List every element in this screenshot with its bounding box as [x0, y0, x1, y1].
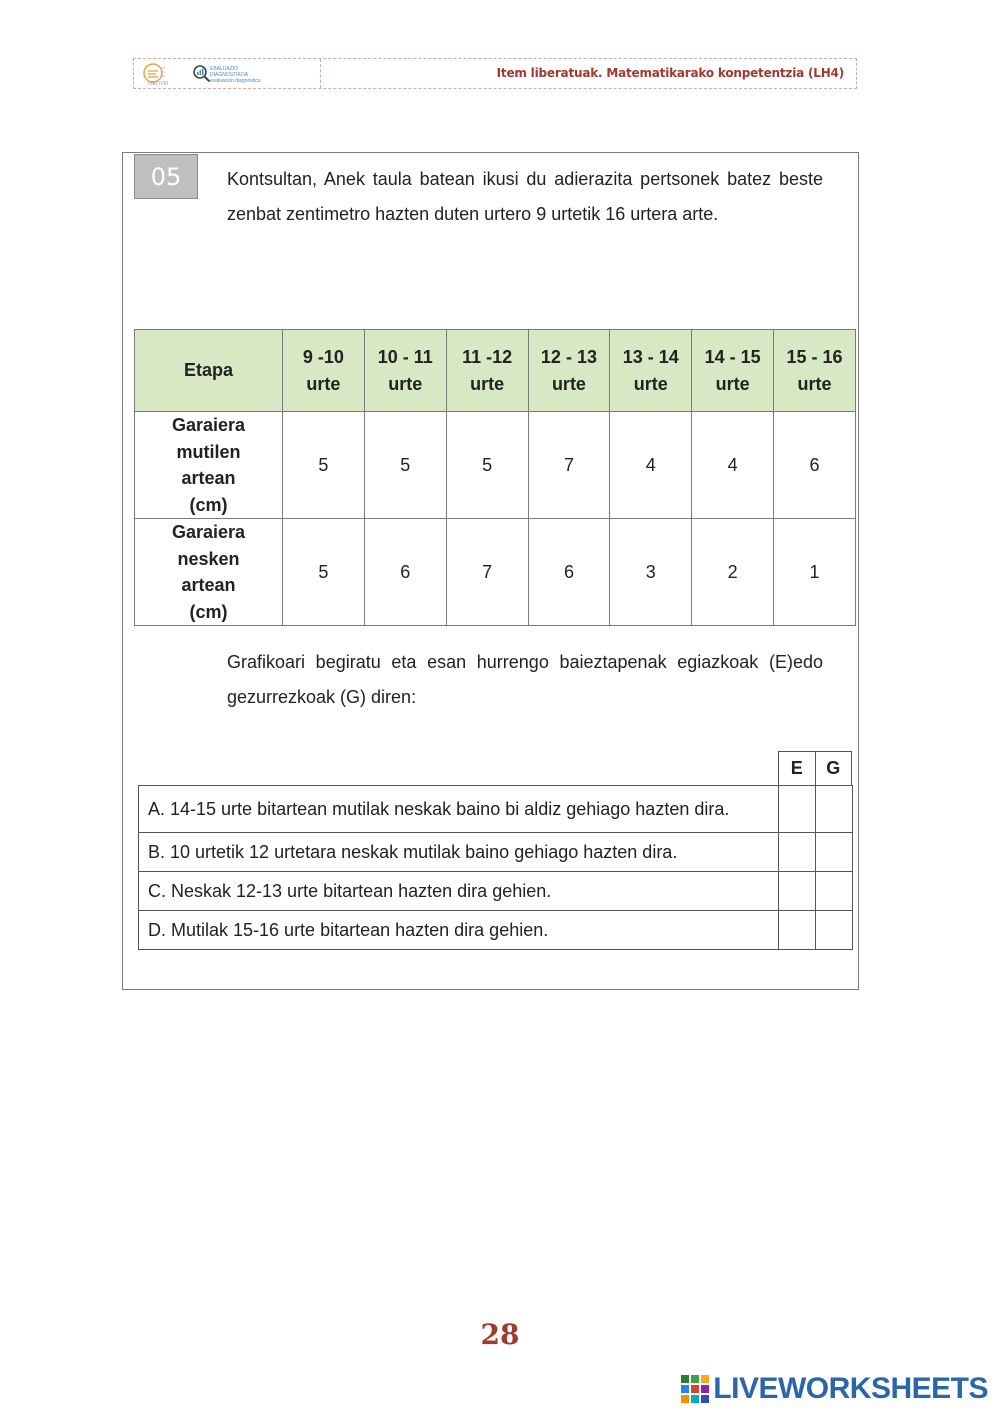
answer-columns-header — [778, 751, 852, 786]
row-label-line: (cm) — [189, 494, 228, 515]
table-row-boys — [135, 412, 856, 519]
value-cell: 5 — [283, 519, 365, 626]
row-label-girls — [135, 519, 283, 626]
stage-unit: urte — [306, 373, 341, 394]
answer-cell-e[interactable] — [779, 872, 816, 911]
statement-text: B. 10 urtetik 12 urtetara neskak mutilak baino gehiago hazten dira. — [139, 833, 779, 872]
row-label-line: Garaiera — [171, 415, 246, 435]
logo2-text: EBALUAZIO DIAGNOSTIKOA evaluación diagnóstica — [210, 66, 261, 84]
liveworksheets-logo-icon — [681, 1375, 709, 1403]
table-header-row — [135, 330, 856, 412]
magnifier-logo-icon — [192, 64, 212, 84]
page-number: 28 — [480, 1318, 520, 1351]
row-label-line: mutilen — [176, 441, 241, 462]
value-cell: 6 — [364, 519, 446, 626]
stage-range: 14 - 15 — [704, 346, 761, 367]
header-cell-stage — [692, 330, 774, 412]
stage-unit: urte — [633, 373, 668, 394]
table-row-girls — [135, 519, 856, 626]
stage-unit: urte — [715, 373, 750, 394]
statement-text: C. Neskak 12-13 urte bitartean hazten dira gehien. — [139, 872, 779, 911]
value-cell: 6 — [774, 412, 856, 519]
question-number: 05 — [134, 154, 198, 199]
value-cell: 6 — [528, 519, 610, 626]
row-label-boys — [135, 412, 283, 519]
answer-cell-g[interactable] — [816, 833, 853, 872]
row-label-line: nesken — [177, 548, 240, 569]
stage-unit: urte — [797, 373, 832, 394]
row-label-line: artean — [181, 575, 236, 595]
answer-cell-g[interactable] — [816, 786, 853, 833]
stage-unit: urte — [388, 373, 423, 394]
logo-block — [681, 1385, 689, 1393]
logo-block — [681, 1375, 689, 1383]
value-cell: 7 — [446, 519, 528, 626]
statements-table — [138, 785, 853, 950]
header-cell-stage — [610, 330, 692, 412]
value-cell: 4 — [610, 412, 692, 519]
header-cell-stage — [528, 330, 610, 412]
statement-text: D. Mutilak 15-16 urte bitartean hazten dira gehien. — [139, 911, 779, 950]
header-cell-stage — [446, 330, 528, 412]
column-e-label: E — [779, 752, 816, 786]
statement-row — [139, 911, 853, 950]
header-cell-stage — [283, 330, 365, 412]
stage-range: 10 - 11 — [377, 346, 433, 367]
logo-block — [691, 1395, 699, 1403]
answer-cell-g[interactable] — [816, 911, 853, 950]
liveworksheets-brand — [681, 1372, 988, 1406]
value-cell: 4 — [692, 412, 774, 519]
value-cell: 5 — [364, 412, 446, 519]
answer-cell-e[interactable] — [779, 911, 816, 950]
statement-row — [139, 872, 853, 911]
answer-cell-e[interactable] — [779, 786, 816, 833]
column-g-label: G — [815, 752, 852, 786]
value-cell: 1 — [774, 519, 856, 626]
header-cell-stage — [774, 330, 856, 412]
intro-text: Kontsultan, Anek taula batean ikusi du adierazita pertsonek batez beste zenbat zentimetro hazten duten urtero 9 urtetik 16 urtera arte. — [227, 169, 823, 224]
stage-range: 9 -10 — [302, 346, 344, 367]
logo-block — [701, 1395, 709, 1403]
value-cell: 5 — [446, 412, 528, 519]
statement-row — [139, 786, 853, 833]
header-title: Item liberatuak. Matematikarako konpetentzia (LH4) — [496, 66, 844, 80]
logo-block — [701, 1385, 709, 1393]
growth-table — [134, 329, 856, 626]
logo-block — [681, 1395, 689, 1403]
stage-range: 12 - 13 — [540, 346, 597, 367]
stage-range: 11 -12 — [462, 346, 513, 367]
statement-text: A. 14-15 urte bitartean mutilak neskak baino bi aldiz gehiago hazten dira. — [139, 786, 779, 833]
stage-range: 13 - 14 — [622, 346, 679, 367]
answer-cell-e[interactable] — [779, 833, 816, 872]
answer-cell-g[interactable] — [816, 872, 853, 911]
page-header — [133, 58, 857, 89]
logo-block — [701, 1375, 709, 1383]
header-divider — [320, 59, 321, 88]
value-cell: 2 — [692, 519, 774, 626]
header-cell-etapa: Etapa — [135, 330, 283, 412]
logo-block — [691, 1385, 699, 1393]
header-cell-stage — [364, 330, 446, 412]
liveworksheets-wordmark: LIVEWORKSHEETS — [713, 1372, 988, 1405]
row-label-line: (cm) — [189, 601, 228, 622]
value-cell: 7 — [528, 412, 610, 519]
row-label-line: artean — [181, 468, 236, 488]
value-cell: 3 — [610, 519, 692, 626]
stage-range: 15 - 16 — [786, 346, 843, 367]
stage-unit: urte — [470, 373, 505, 394]
logo-block — [691, 1375, 699, 1383]
logo1-text: ISEI·IVEI — [148, 81, 169, 87]
row-label-line: Garaiera — [171, 522, 246, 542]
question-text: Grafikoari begiratu eta esan hurrengo baieztapenak egiazkoak (E)edo gezurrezkoak (G) diren: — [227, 652, 823, 707]
stage-unit: urte — [551, 373, 586, 394]
statement-row — [139, 833, 853, 872]
value-cell: 5 — [283, 412, 365, 519]
